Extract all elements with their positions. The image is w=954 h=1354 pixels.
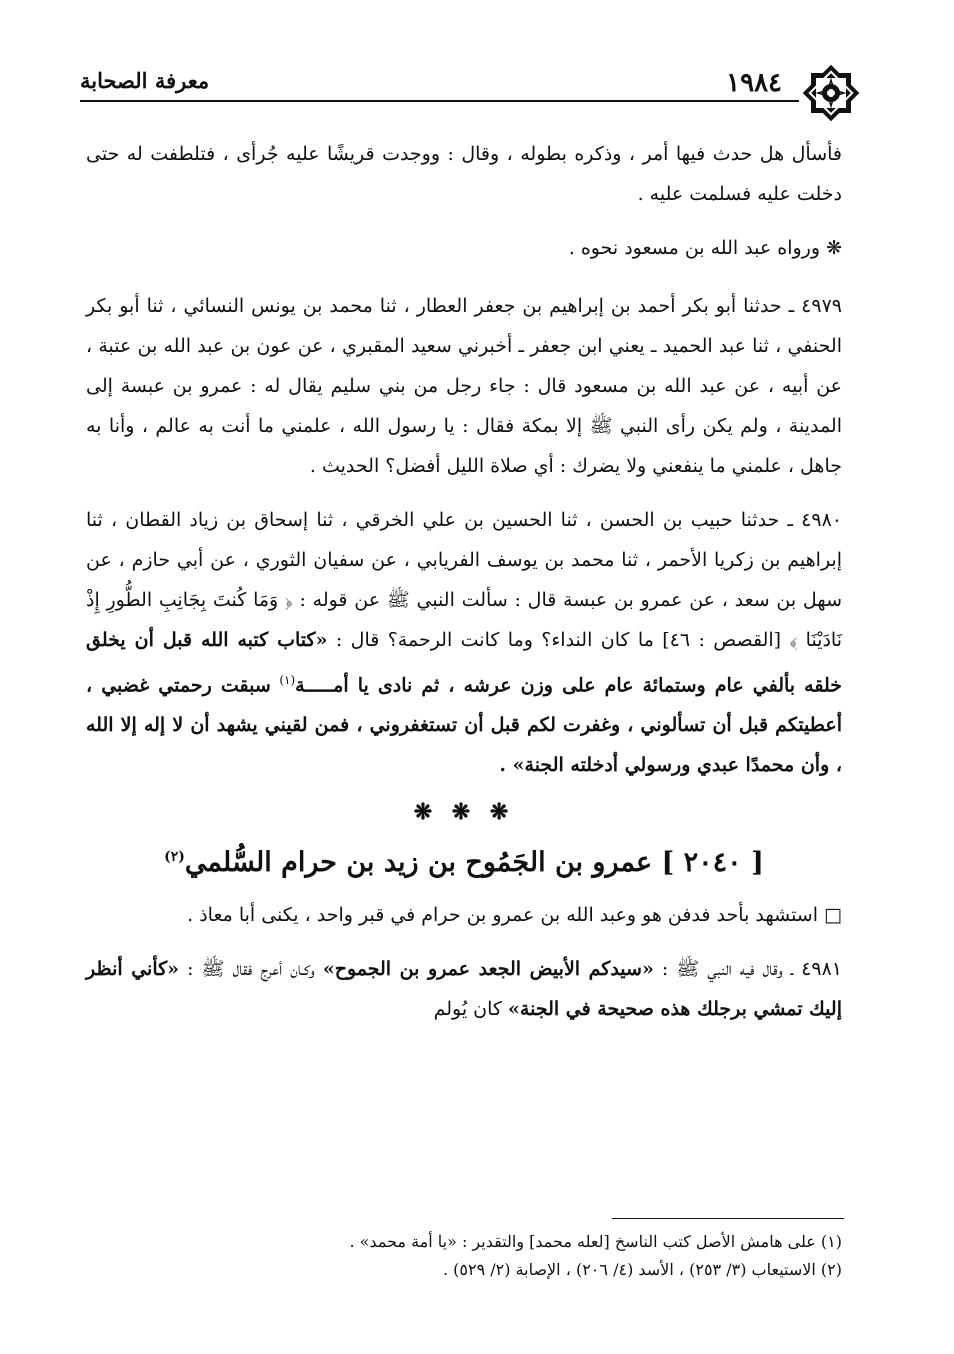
- hadith-4981: [86, 949, 842, 1029]
- footnotes: [86, 1228, 842, 1284]
- footnote-ref-1: (١): [279, 673, 296, 687]
- hadith-4981-c: كان يُولم: [433, 998, 502, 1021]
- page-header: [80, 68, 864, 108]
- hadith-4981-quote-a: «سيدكم الأبيض الجعد عمرو بن الجموح»: [322, 958, 654, 981]
- chapter-heading: [86, 835, 842, 885]
- hadith-4981-b: وكـان أعرج فقال ﷺ :: [187, 958, 315, 981]
- hadith-4980-intro: ٤٩٨٠ ـ حدثنا حبيب بن الحسن ، ثنا الحسين بن علي الخرقي ، ثنا إسحاق بن زياد القطان ، ثنا إبراهيم بن زكريا الأحمر ، ثنا محمد بن يوسف الفريابي ، عن سفيان الثوري ، عن أبي حازم ، عن سهل بن سعد ، عن عمرو بن عبسة قال : سألت النبي ﷺ عن قوله : ﴿ وَمَا كُنتَ بِجَانِبِ الطُّورِ إِذْ نَادَيْنَا ﴾ [القصص : ٤٦] ما كان النداء؟ وما كانت الرحمة؟ قال :: [86, 509, 843, 651]
- hadith-4979: ٤٩٧٩ ـ حدثنا أبو بكر أحمد بن إبراهيم بن جعفر العطار ، ثنا محمد بن يونس النسائي ، ثنا أبو بكر الحنفي ، ثنا عبد الحميد ـ يعني ابن جعفر ـ أخبرني سعيد المقبري ، عن عون بن عبد الله بن عتبة ، عن أبيه ، عن عبد الله بن مسعود قال : جاء رجل من بني سليم يقال له : عمرو بن عبسة إلى المدينة ، ولم يكن رأى النبي ﷺ إلا بمكة فقال : يا رسول الله ، علمني ما أنت به عالم ، وأنا به جاهل ، علمني ما ينفعني ولا يضرك : أي صلاة الليل أفضل؟ الحديث .: [86, 295, 842, 477]
- hadith-4980-quote-a: «كتاب كتبه الله قبل أن يخلق خلقه بألفي عام وستمائة عام على وزن عرشه ، ثم نادى يا أمـــــة: [86, 629, 842, 697]
- section-divider-stars: ❋ ❋ ❋: [413, 799, 515, 826]
- hadith-4980: [86, 500, 842, 785]
- chapter-heading-text: [ ٢٠٤٠ ] عمرو بن الجَمُوح بن زيد بن حرام السُّلمي: [184, 847, 764, 879]
- hadith-4981-a: ٤٩٨١ ـ وقال فيه النبي ﷺ :: [661, 958, 842, 981]
- page-number: ١٩٨٤: [726, 68, 782, 98]
- footnote-ref-2: (٢): [164, 849, 185, 866]
- running-title: معرفة الصحابة: [80, 68, 210, 93]
- hadith-4980-quote-b: سبقت رحمتي غضبي ، أعطيتكم قبل أن تسألوني ، وغفرت لكم قبل أن تستغفروني ، فمن لقيني يشهد أن لا إله إلا الله ، وأن محمدًا عبدي ورسولي أدخلته الجنة» .: [86, 674, 842, 777]
- hadith-4981-quote-b: «كأني أنظر إليك تمشي برجلك هذه صحيحة في الجنة»: [86, 958, 842, 1021]
- footnote-rule: [612, 1218, 844, 1219]
- footnote-1: (١) على هامش الأصل كتب الناسخ [لعله محمد] والتقدير : «يا أمة محمد» .: [349, 1232, 842, 1251]
- paragraph-2: ❋ ورواه عبد الله بن مسعود نحوه .: [568, 237, 842, 259]
- main-text: [86, 134, 842, 1043]
- octagram-ornament-icon: [798, 60, 864, 126]
- biography-note: □ استشهد بأحد فدفن هو وعبد الله بن عمرو بن حرام في قبر واحد ، يكنى أبا معاذ .: [187, 904, 842, 927]
- header-rule: [80, 100, 799, 102]
- paragraph-1: فأسأل هل حدث فيها أمر ، وذكره بطوله ، وقال : ووجدت قريشًا عليه جُرأى ، فتلطفت له حتى دخلت عليه فسلمت عليه .: [86, 143, 842, 205]
- footnote-2: (٢) الاستيعاب (٣/ ٢٥٣) ، الأسد (٤/ ٢٠٦) ، الإصابة (٢/ ٥٢٩) .: [442, 1260, 842, 1279]
